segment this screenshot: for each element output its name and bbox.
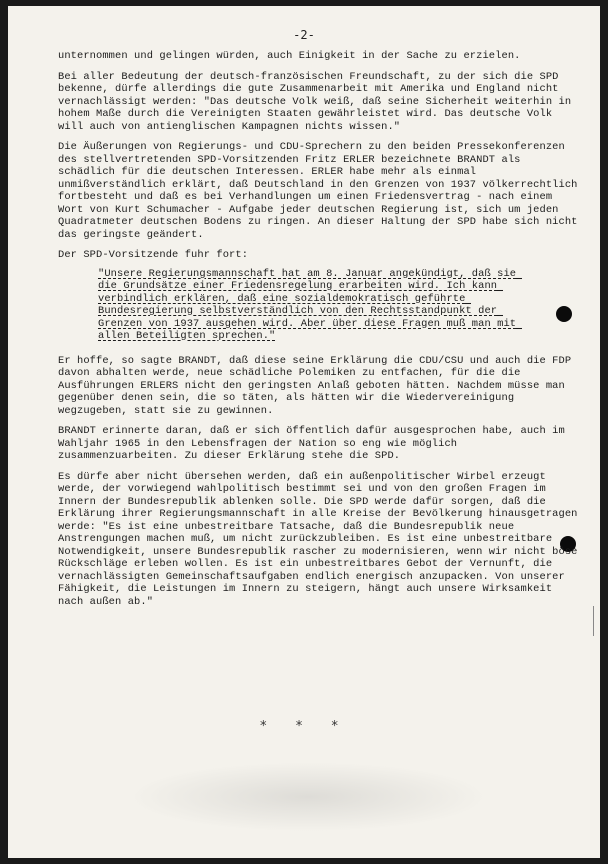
scan-smudge (128, 762, 488, 832)
section-divider: * * * (259, 719, 349, 734)
paragraph-1: unternommen und gelingen würden, auch Einigkeit in der Sache zu erzielen. (58, 50, 521, 62)
page-number: -2- (293, 28, 315, 42)
paragraph-4: Er hoffe, so sagte BRANDT, daß diese seine Erklärung die CDU/CSU und auch die FDP davon abhalten werde, neue schädliche Polemiken zu entfachen, für die die Ausführungen ERLERS nicht den geringsten Anlaß geboten hätten. Nachdem müsse man gegenüber denen sein, die so täten, als hätten wir die Wiedervereinigung wegzugeben, statt sie zu gewinnen. (58, 354, 578, 417)
block-quote: "Unsere Regierungsmannschaft hat am 8. Januar angekündigt, daß sie die Grundsätze einer Friedensregelung erarbeiten wird. Ich kann verbindlich erklären, daß eine sozialdemokratisch geführte Bundesregierung selbstverständlich von den Rechtsstandpunkt der Grenzen von 1937 ausgehen wird. Aber über diese Fragen muß man mit allen Beteiligten sprechen." (98, 267, 523, 342)
paragraph-6: Es dürfe aber nicht übersehen werden, daß ein außenpolitischer Wirbel erzeugt werde, der vorwiegend wahlpolitisch bestimmt sei und von den großen Fragen im Innern der Bundesrepublik ablenken solle. Die SPD werde dafür sorgen, daß die Erklärung ihrer Regierungsmannschaft in alle Kreise der Bevölkerung hinausgetragen werde: "Es ist eine unbestreitbare Tatsache, daß die Bundesrepublik neue Anstrengungen machen muß, um nicht zurückzubleiben. Es ist eine unbestreitbare Notwendigkeit, unsere Bundesrepublik rascher zu modernisieren, wenn wir nicht böse Rückschläge erleben wollen. Es ist ein unbestreitbares Gebot der Vernunft, die vernachlässigten Gemeinschaftsaufgaben endlich energisch anzupacken. Von unserer Fähigkeit, die Leistungen im Innern zu steigern, hängt auch unsere Wirksamkeit nach außen ab." (58, 470, 584, 608)
paragraph-5: BRANDT erinnerte daran, daß er sich öffentlich dafür ausgesprochen habe, auch im Wahljahr 1965 in den Lebensfragen der Nation so eng wie möglich zusammenzuarbeiten. Zu dieser Erklärung stehe die SPD. (58, 425, 572, 462)
paragraph-2: Bei aller Bedeutung der deutsch-französischen Freundschaft, zu der sich die SPD bekenne, dürfe allerdings die gute Zusammenarbeit mit Amerika und England nicht vernachlässigt werden: "Das deutsche Volk weiß, daß seine Sicherheit weiterhin in hohem Maße durch die Vereinigten Staaten gewährleistet wird. Das deutsche Volk will auch von antienglischen Kampagnen nichts wissen." (58, 70, 578, 133)
quote-intro: Der SPD-Vorsitzende fuhr fort: (58, 249, 249, 261)
scan-mark (593, 606, 594, 636)
paragraph-3: Die Äußerungen von Regierungs- und CDU-Sprechern zu den beiden Pressekonferenzen des stellvertretenden SPD-Vorsitzenden Fritz ERLER bezeichnete BRANDT als schädlich für die deutschen Interessen. ERLER habe mehr als einmal unmißverständlich erklärt, daß Deutschland in den Grenzen von 1937 völkerrechtlich fortbesteht und daß es bei Verhandlungen um einen Friedensvertrag - nach einem Wort von Kurt Schumacher - Aufgabe jeder deutschen Regierung ist, sich um jeden Quadratmeter deutschen Bodens zu ringen. An dieser Haltung der SPD habe sich nicht das geringste geändert. (58, 141, 584, 241)
document-body (58, 50, 584, 616)
document-page (8, 6, 600, 858)
